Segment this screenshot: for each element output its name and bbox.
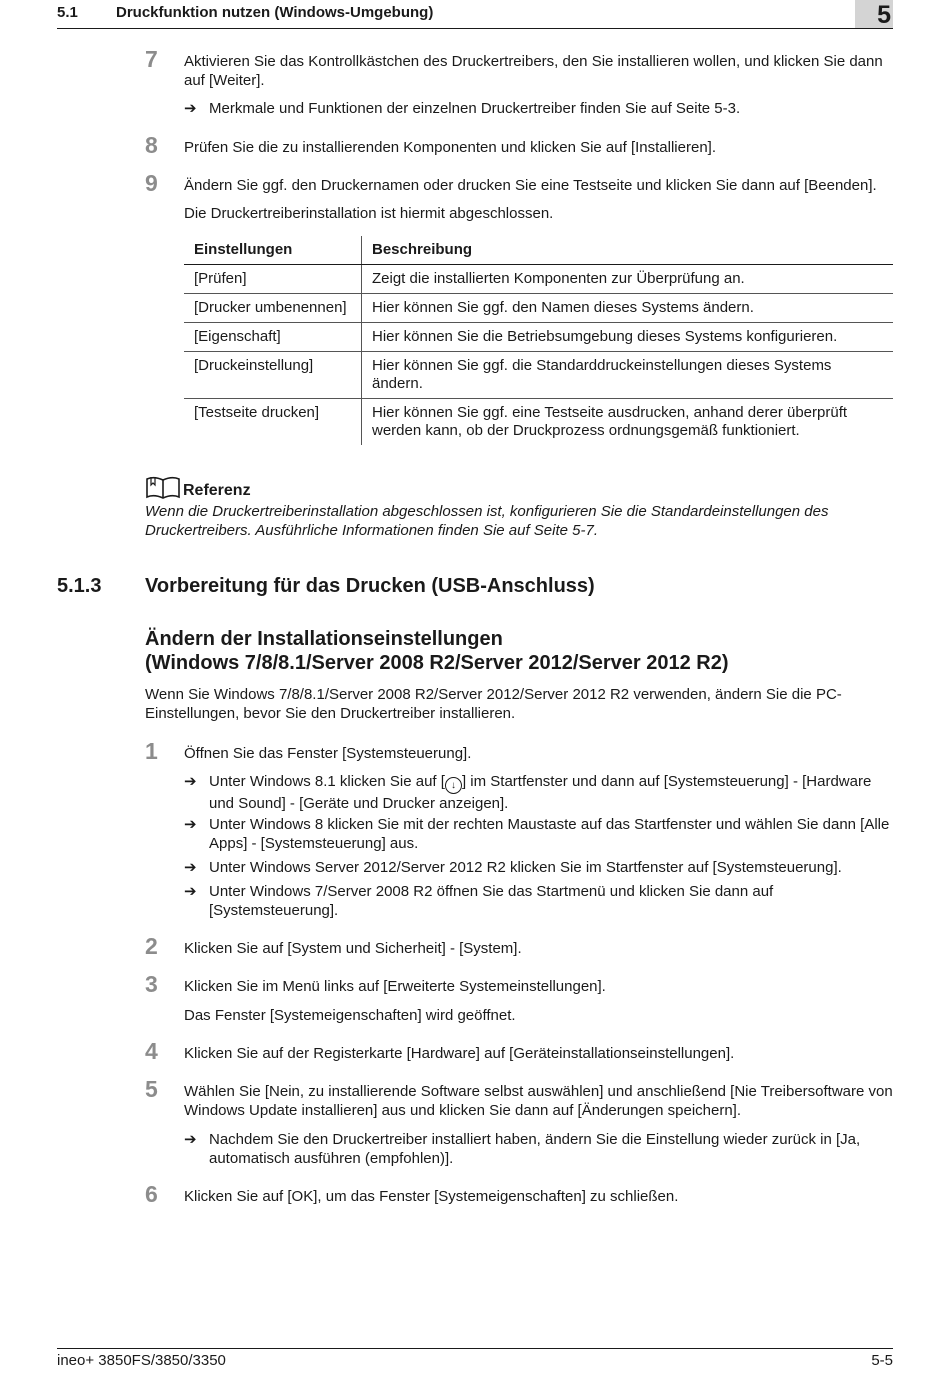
table-row xyxy=(184,265,893,294)
subsection-title xyxy=(145,627,905,675)
arrow-icon: ➔ xyxy=(184,773,197,790)
step-number: 4 xyxy=(145,1038,158,1064)
step-note-text: Unter Windows Server 2012/Server 2012 R2 klicken Sie im Startfenster auf [Systemsteuerung]. xyxy=(209,859,842,876)
step-note-text: Unter Windows 7/Server 2008 R2 öffnen Sie das Startmenü und klicken Sie dann auf [Systemsteuerung]. xyxy=(209,883,774,919)
step-followup: Die Druckertreiberinstallation ist hiermit abgeschlossen. xyxy=(184,205,554,222)
table-cell-description: Hier können Sie ggf. den Namen dieses Systems ändern. xyxy=(362,294,894,323)
footer-model: ineo+ 3850FS/3850/3350 xyxy=(57,1352,226,1369)
step-text: Wählen Sie [Nein, zu installierende Software selbst auswählen] und anschließend [Nie Treibersoftware von Windows Update installieren] aus und klicken Sie dann auf [Änderungen speichern]. xyxy=(184,1083,893,1119)
step-number: 8 xyxy=(145,132,158,158)
step-number: 5 xyxy=(145,1076,158,1102)
table-cell-setting: [Drucker umbenennen] xyxy=(184,294,362,323)
table-row xyxy=(184,352,893,399)
subsection-title-line: Ändern der Installationseinstellungen xyxy=(145,628,503,650)
subsection-title-line: (Windows 7/8/8.1/Server 2008 R2/Server 2012/Server 2012 R2) xyxy=(145,652,729,674)
arrow-icon: ➔ xyxy=(184,100,197,117)
table-cell-setting: [Prüfen] xyxy=(184,265,362,294)
settings-table xyxy=(184,236,893,445)
note-text-part: Unter Windows 8.1 klicken Sie auf [ xyxy=(209,773,445,790)
header-section-title: Druckfunktion nutzen (Windows-Umgebung) xyxy=(116,4,434,21)
step-text: Ändern Sie ggf. den Druckernamen oder drucken Sie eine Testseite und klicken Sie dann auf [Beenden]. xyxy=(184,177,877,194)
reference-text: Wenn die Druckertreiberinstallation abgeschlossen ist, konfigurieren Sie die Standardeinstellungen des Druckertreibers. Ausführliche Informationen finden Sie auf Seite 5-7. xyxy=(145,503,829,539)
step-number: 3 xyxy=(145,971,158,997)
arrow-icon: ➔ xyxy=(184,1131,197,1148)
step-number: 1 xyxy=(145,738,158,764)
table-cell-setting: [Druckeinstellung] xyxy=(184,352,362,399)
footer-page-number: 5-5 xyxy=(871,1352,893,1369)
table-row xyxy=(184,294,893,323)
step-note-text: Unter Windows 8 klicken Sie mit der rechten Maustaste auf das Startfenster und wählen Sie dann [Alle Apps] - [Systemsteuerung] aus. xyxy=(209,816,890,852)
step-number: 2 xyxy=(145,933,158,959)
section-intro: Wenn Sie Windows 7/8/8.1/Server 2008 R2/Server 2012/Server 2012 R2 verwenden, ändern Sie die PC-Einstellungen, bevor Sie den Druckertreiber installieren. xyxy=(145,686,842,722)
step-note-text xyxy=(209,772,896,813)
table-cell-description: Zeigt die installierten Komponenten zur Überprüfung an. xyxy=(362,265,894,294)
table-header-row xyxy=(184,236,893,265)
step-text: Klicken Sie auf [OK], um das Fenster [Systemeigenschaften] zu schließen. xyxy=(184,1188,679,1205)
table-cell-description: Hier können Sie die Betriebsumgebung dieses Systems konfigurieren. xyxy=(362,323,894,352)
step-followup: Das Fenster [Systemeigenschaften] wird geöffnet. xyxy=(184,1007,516,1024)
arrow-icon: ➔ xyxy=(184,859,197,876)
step-note-text: Nachdem Sie den Druckertreiber installiert haben, ändern Sie die Einstellung wieder zurück in [Ja, automatisch ausführen (empfohlen)]. xyxy=(209,1131,861,1167)
step-number: 6 xyxy=(145,1181,158,1207)
table-cell-setting: [Eigenschaft] xyxy=(184,323,362,352)
header-section-number: 5.1 xyxy=(57,4,78,21)
down-arrow-circle-icon: ↓ xyxy=(445,777,462,794)
step-text: Aktivieren Sie das Kontrollkästchen des Druckertreibers, den Sie installieren wollen, und klicken Sie dann auf [Weiter]. xyxy=(184,53,883,89)
step-text: Prüfen Sie die zu installierenden Komponenten und klicken Sie auf [Installieren]. xyxy=(184,139,716,156)
table-cell-description: Hier können Sie ggf. eine Testseite ausdrucken, anhand derer überprüft werden kann, ob der Druckprozess ordnungsgemäß funktioniert. xyxy=(372,404,848,439)
table-row xyxy=(184,323,893,352)
chapter-tab xyxy=(855,0,893,28)
step-text: Klicken Sie auf [System und Sicherheit] - [System]. xyxy=(184,940,522,957)
arrow-icon: ➔ xyxy=(184,883,197,900)
step-note-text: Merkmale und Funktionen der einzelnen Druckertreiber finden Sie auf Seite 5-3. xyxy=(209,100,741,117)
table-cell-description: Hier können Sie ggf. die Standarddruckeinstellungen dieses Systems ändern. xyxy=(362,352,894,399)
reference-title: Referenz xyxy=(183,482,251,499)
section-title: Vorbereitung für das Drucken (USB-Anschluss) xyxy=(145,575,595,597)
step-text: Klicken Sie im Menü links auf [Erweiterte Systemeinstellungen]. xyxy=(184,978,606,995)
table-header-cell: Beschreibung xyxy=(362,236,894,265)
table-row xyxy=(184,399,893,446)
arrow-icon: ➔ xyxy=(184,816,197,833)
step-number: 7 xyxy=(145,46,158,72)
table-cell-setting: [Testseite drucken] xyxy=(184,399,362,446)
book-icon xyxy=(145,475,181,501)
note-text-part: ] im Startfenster und dann auf [Systemsteuerung] - [Hardware und Sound] - [Geräte und Drucker anzeigen]. xyxy=(209,773,872,812)
footer-divider xyxy=(57,1348,893,1349)
section-number: 5.1.3 xyxy=(57,575,102,597)
step-number: 9 xyxy=(145,170,158,196)
table-header-cell: Einstellungen xyxy=(184,236,362,265)
step-text: Öffnen Sie das Fenster [Systemsteuerung]. xyxy=(184,745,472,762)
chapter-number: 5 xyxy=(877,1,891,29)
step-text: Klicken Sie auf der Registerkarte [Hardware] auf [Geräteinstallationseinstellungen]. xyxy=(184,1045,735,1062)
page-header xyxy=(57,0,893,29)
